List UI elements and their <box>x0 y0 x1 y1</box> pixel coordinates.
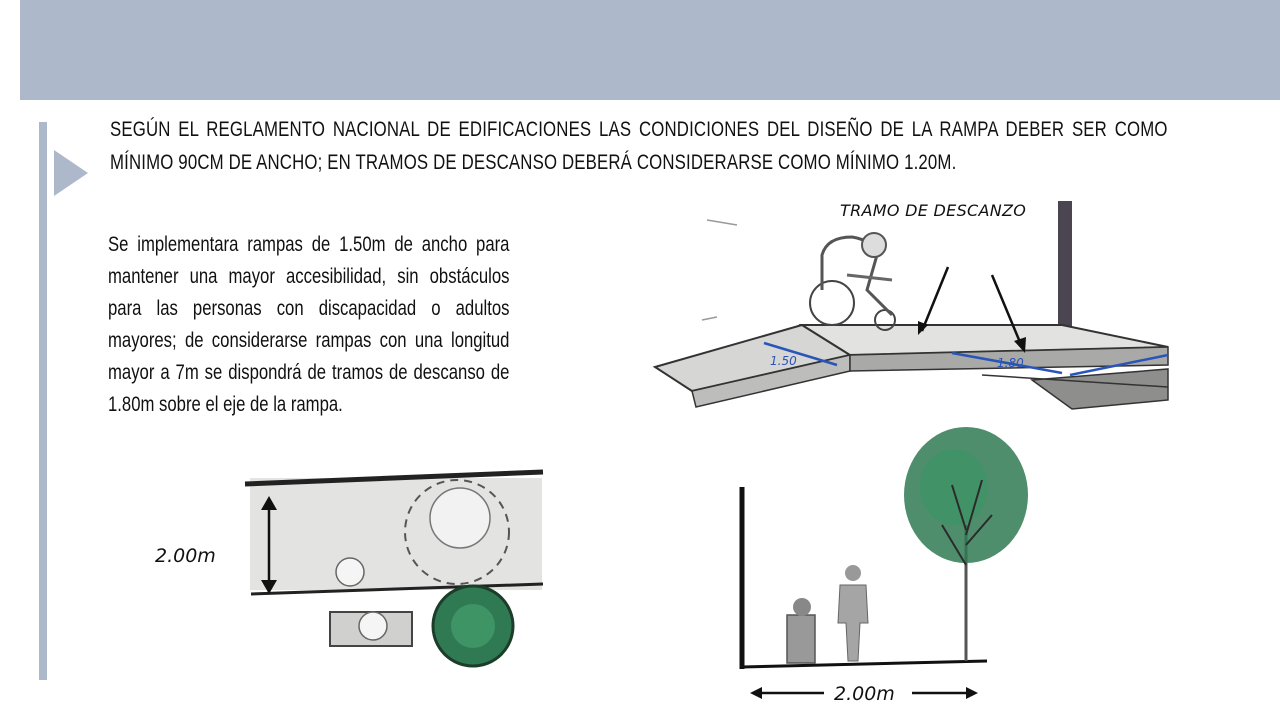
header-band <box>20 0 1280 100</box>
play-triangle-icon <box>54 150 88 196</box>
path-surface <box>250 478 542 590</box>
slide-heading: SEGÚN EL REGLAMENTO NACIONAL DE EDIFICACIONES LAS CONDICIONES DEL DISEÑO DE LA RAMPA DEBER SER COMO MÍNIMO 90CM DE ANCHO; EN TRAMOS DE DESCANSO DEBERÁ CONSIDERARSE COMO MÍNIMO 1.20M. <box>110 118 1168 174</box>
landing-label: TRAMO DE DESCANZO <box>840 201 1027 220</box>
plan-dimension-label: 2.00m <box>155 545 216 567</box>
body-paragraph: Se implementara rampas de 1.50m de ancho para mantener una mayor accesibilidad, sin obstáculos para las personas con discapacidad o adultos mayores; de considerarse rampas con una longitud mayor a 7m se dispondrá de tramos de descanso de 1.80m sobre el eje de la rampa. <box>108 233 510 416</box>
section-ground <box>742 661 987 667</box>
wheelchair-user-figure <box>810 233 895 330</box>
wall-post <box>1058 201 1072 339</box>
plan-illustration <box>245 466 545 666</box>
standing-person-icon <box>838 585 868 661</box>
ramp-illustration <box>652 195 1172 415</box>
seated-person-icon <box>787 615 815 663</box>
person-top-icon <box>336 558 364 586</box>
dim-landing-label: 1.80 <box>997 356 1024 370</box>
dim-ramp-label: 1.50 <box>770 354 797 368</box>
left-accent-bar <box>39 122 47 680</box>
wheelchair-top-icon <box>430 488 490 548</box>
section-dimension-label: 2.00m <box>834 683 895 705</box>
section-illustration <box>732 425 1042 675</box>
steps <box>1032 369 1168 409</box>
